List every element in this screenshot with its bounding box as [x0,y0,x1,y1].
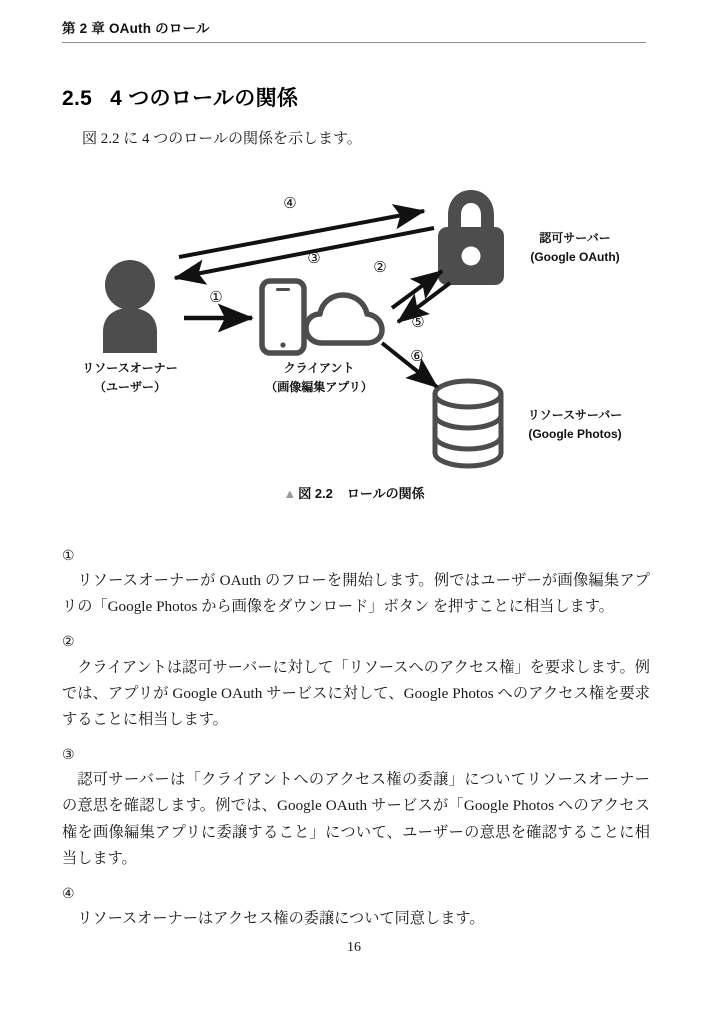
resource-owner-label-line1: リソースオーナー [82,361,178,375]
step-1-text: リソースオーナーが OAuth のフローを開始します。例ではユーザーが画像編集アプリの「Google Photos から画像をダウンロード」ボタン を押すことに相当します。 [62,572,650,616]
step-4-text: リソースオーナーはアクセス権の委譲について同意します。 [77,910,485,928]
step-1-marker: ① [62,549,75,564]
resource-server-label-line1: リソースサーバー [527,408,623,422]
step-3-text: 認可サーバーは「クライアントへのアクセス権の委譲」についてリソースオーナーの意思を確認します。例では、Google OAuth サービスが「Google Photos へのアクセス権を画像編集アプリに委譲すること」について、ユーザーの意思を確認することに相当します。 [62,771,650,867]
cloud-icon [306,295,382,343]
resource-server-label-line2: (Google Photos) [528,427,622,441]
running-header-text: 第 2 章 OAuth のロール [62,21,210,36]
resource-owner-label-line2: （ユーザー） [93,380,167,394]
steps-list [62,548,650,946]
step-item [62,747,650,872]
arrow-2 [392,271,442,308]
page-number: 16 [347,940,361,955]
arrow-3 [175,228,434,278]
authorization-server-label-line2: (Google OAuth) [530,250,620,264]
step-4-marker: ④ [62,886,75,902]
step-item [62,548,650,620]
step-item [62,634,650,733]
database-icon [435,381,501,466]
caption-title: ロールの関係 [346,486,425,501]
step-item [62,886,650,932]
caption-triangle-icon: ▲ [283,486,297,501]
section-heading [62,82,298,112]
section-title: 4 つのロールの関係 [110,87,299,110]
figure-caption [0,483,708,502]
authorization-server-label-line1: 認可サーバー [539,231,611,245]
caption-label: 図 2.2 [298,486,333,501]
step-2-marker: ② [62,635,75,651]
section-lead-paragraph: 図 2.2 に 4 つのロールの関係を示します。 [82,131,362,147]
arrow-3-marker: ③ [307,251,321,267]
arrow-4 [179,211,424,257]
arrow-5-marker: ⑤ [411,315,425,331]
figure-roles-relationship [62,175,646,475]
step-3-marker: ③ [62,748,75,764]
step-2-text: クライアントは認可サーバーに対して「リソースへのアクセス権」を要求します。例では、アプリが Google OAuth サービスに対して、Google Photos へのアクセス権を要求することに相当します。 [62,658,650,728]
client-label-line1: クライアント [283,361,355,375]
arrow-6-marker: ⑥ [410,349,424,365]
arrow-1-marker: ① [209,290,223,306]
arrow-4-marker: ④ [283,196,297,212]
section-number: 2.5 [62,87,93,110]
lock-icon [438,190,504,285]
running-header [62,22,646,43]
client-label-line2: （画像編集アプリ） [265,380,373,394]
person-icon [103,260,157,353]
header-rule [62,42,646,43]
smartphone-icon [262,281,304,353]
arrow-2-marker: ② [373,260,387,276]
